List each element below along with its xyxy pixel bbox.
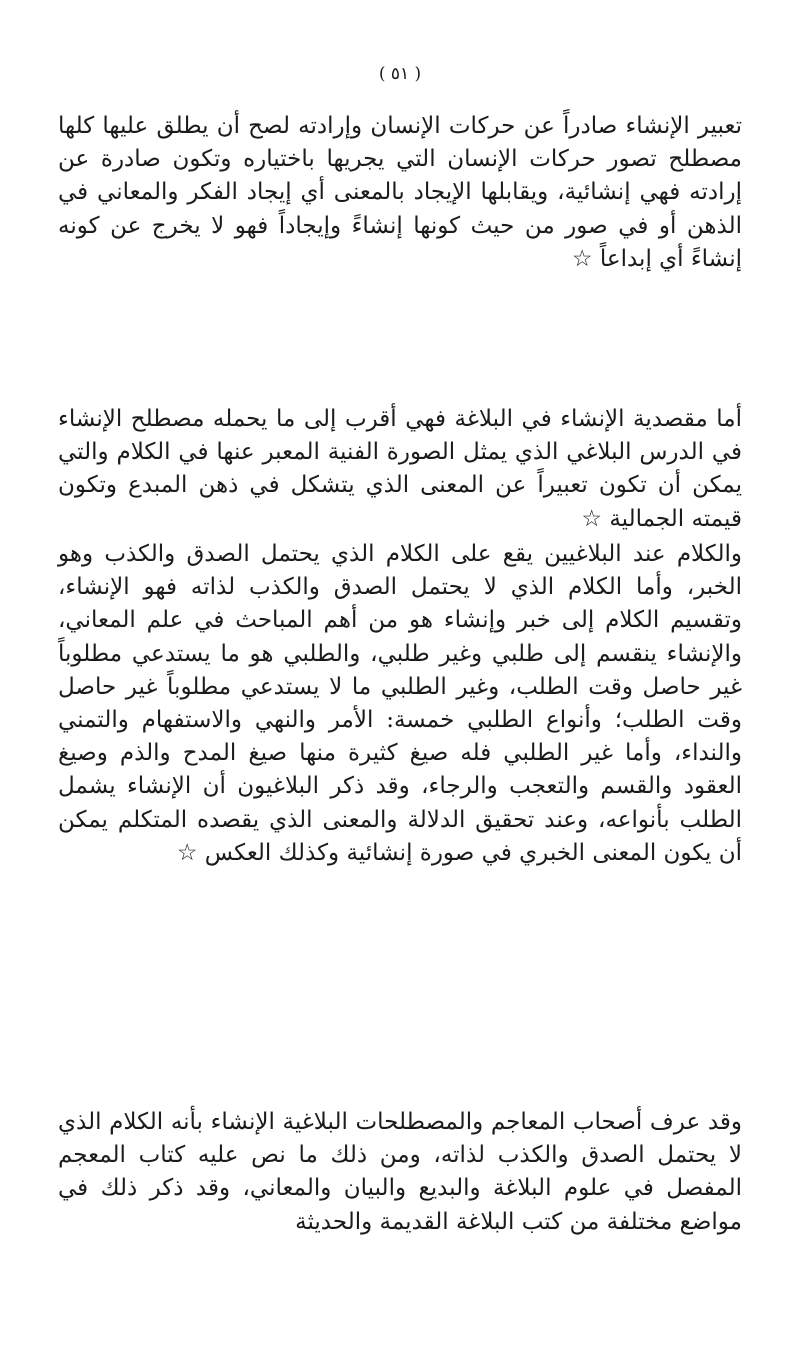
paragraph-text: والكلام عند البلاغيين يقع على الكلام الذي يحتمل الصدق والكذب وهو الخبر، وأما الكلام الذي لا يحتمل الصدق والكذب لذاته فهو الإنشاء، وتقسيم الكلام إلى خبر وإنشاء هو من أهم المباحث في علم المعاني، والإنشاء ينقسم إلى طلبي وغير طلبي، والطلبي هو ما يستدعي مطلوباً غير حاصل وقت الطلب، وغير الطلبي ما لا يستدعي مطلوباً غير حاصل وقت الطلب؛ وأنواع الطلبي خمسة: الأمر والنهي والاستفهام والتمني والنداء، وأما غير الطلبي فله صيغ كثيرة منها صيغ المدح والذم وصيغ العقود والقسم والتعجب والرجاء، وقد ذكر البلاغيون أن الإنشاء يشمل الطلب بأنواعه، وعند تحقيق الدلالة والمعنى الذي يقصده المتكلم يمكن أن يكون المعنى الخبري في صورة إنشائية وكذلك العكس ☆ [58, 541, 742, 866]
paragraph-text: وقد عرف أصحاب المعاجم والمصطلحات البلاغية الإنشاء بأنه الكلام الذي لا يحتمل الصدق والكذب لذاته، ومن ذلك ما نص عليه كتاب المعجم المفصل في علوم البلاغة والبديع والبيان والمعاني، وقد ذكر ذلك في مواضع مختلفة من كتب البلاغة القديمة والحديثة [58, 1109, 742, 1235]
paragraph-4 [58, 1106, 742, 1239]
paragraph-2 [58, 403, 742, 536]
paragraph-text: تعبير الإنشاء صادراً عن حركات الإنسان وإرادته لصح أن يطلق عليها كلها مصطلح تصور حركات الإنسان التي يجريها باختياره وتكون صادرة عن إرادته فهي إنشائية، ويقابلها الإيجاد بالمعنى أي إيجاد الفكر والمعاني في الذهن أو في صور من حيث كونها إنشاءً وإيجاداً فهو لا يخرج عن كونه إنشاءً أي إبداعاً ☆ [58, 113, 742, 272]
paragraph-text: أما مقصدية الإنشاء في البلاغة فهي أقرب إلى ما يحمله مصطلح الإنشاء في الدرس البلاغي الذي يمثل الصورة الفنية المعبر عنها في الكلام والتي يمكن أن تكون تعبيراً عن المعنى الذي يتشكل في ذهن المبدع وتكون قيمته الجمالية ☆ [58, 406, 742, 532]
paragraph-1 [58, 110, 742, 276]
page-number: ( ٥١ ) [378, 64, 422, 84]
paragraph-3 [58, 538, 742, 870]
